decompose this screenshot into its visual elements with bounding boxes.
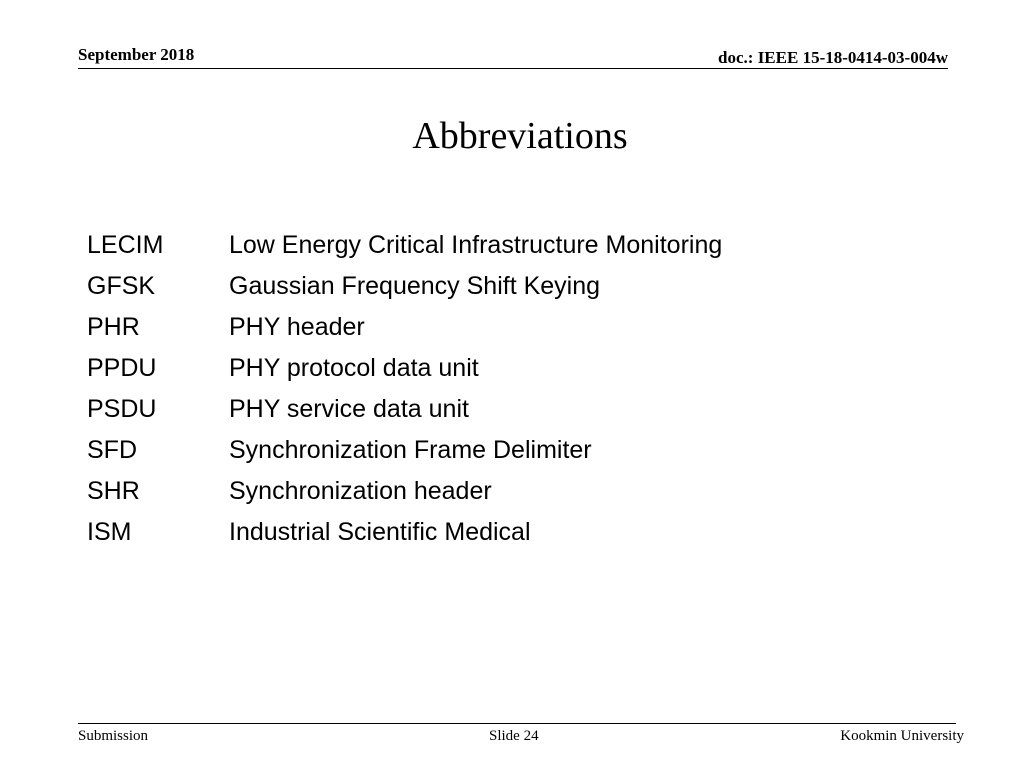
abbreviation-row xyxy=(87,515,722,556)
abbreviation-row xyxy=(87,433,722,474)
header-date: September 2018 xyxy=(78,45,195,64)
abbreviation-definition: PHY header xyxy=(229,313,365,341)
abbreviation-row xyxy=(87,310,722,351)
abbreviation-term: GFSK xyxy=(87,272,156,300)
abbreviation-term: ISM xyxy=(87,518,132,546)
header-divider xyxy=(78,68,948,69)
footer-organization: Kookmin University xyxy=(840,728,964,744)
abbreviation-term: SFD xyxy=(87,436,137,464)
abbreviation-row xyxy=(87,392,722,433)
abbreviation-term: PHR xyxy=(87,313,140,341)
abbreviation-row xyxy=(87,228,722,269)
abbreviation-definition: Synchronization Frame Delimiter xyxy=(229,436,592,464)
abbreviation-row xyxy=(87,474,722,515)
abbreviation-definition: PHY service data unit xyxy=(229,395,469,423)
abbreviation-definition: Synchronization header xyxy=(229,477,492,505)
footer-submission: Submission xyxy=(78,728,149,744)
abbreviation-term: SHR xyxy=(87,477,140,505)
abbreviation-list xyxy=(87,228,722,556)
abbreviation-definition: Low Energy Critical Infrastructure Monitoring xyxy=(229,231,723,259)
abbreviation-definition: Gaussian Frequency Shift Keying xyxy=(229,272,601,300)
abbreviation-row xyxy=(87,269,722,310)
footer-slide-number: Slide 24 xyxy=(489,728,539,744)
abbreviation-term: PPDU xyxy=(87,354,157,382)
abbreviation-definition: PHY protocol data unit xyxy=(229,354,479,382)
footer-divider xyxy=(78,723,956,724)
abbreviation-definition: Industrial Scientific Medical xyxy=(229,518,531,546)
abbreviation-term: PSDU xyxy=(87,395,157,423)
abbreviation-row xyxy=(87,351,722,392)
abbreviation-term: LECIM xyxy=(87,231,164,259)
header-doc-id: doc.: IEEE 15-18-0414-03-004w xyxy=(718,48,948,67)
slide-title: Abbreviations xyxy=(412,115,628,157)
